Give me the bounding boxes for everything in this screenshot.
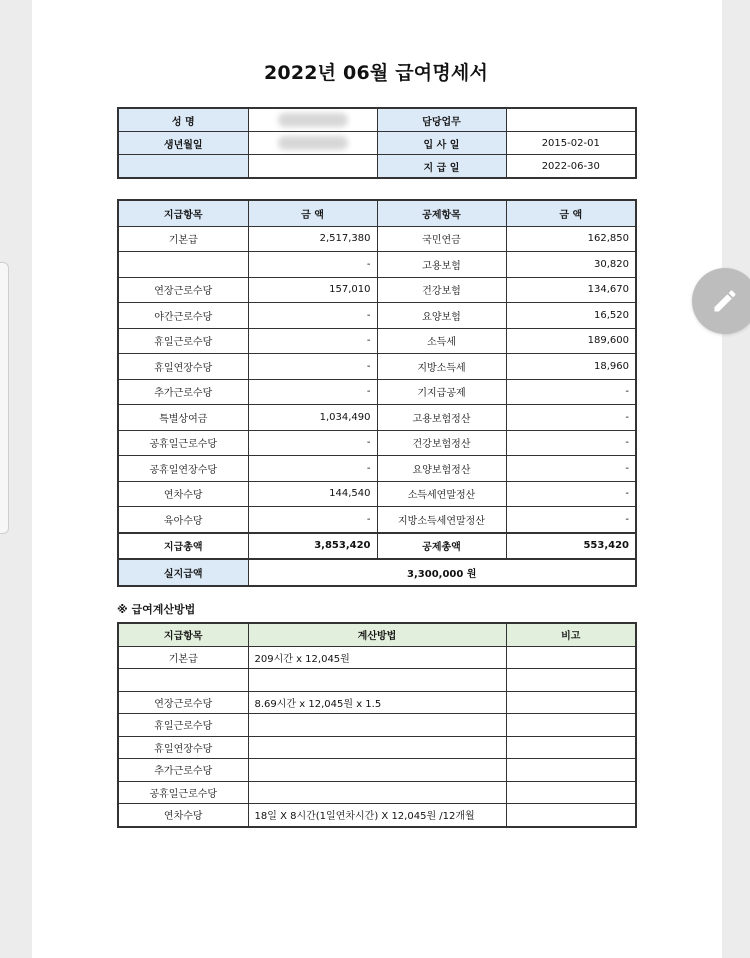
pay-item: 특별상여금 <box>118 405 248 431</box>
calc-note <box>506 804 636 827</box>
net-pay-value: 3,300,000 원 <box>248 559 636 586</box>
deduction-amount: - <box>506 481 636 507</box>
table-row <box>118 507 636 533</box>
deduction-item: 고용보험정산 <box>377 405 506 431</box>
calc-method <box>248 781 506 804</box>
pay-item: 연차수당 <box>118 481 248 507</box>
info-empty-label <box>118 155 248 179</box>
hire-date-value: 2015-02-01 <box>506 132 636 155</box>
deduction-item: 건강보험정산 <box>377 430 506 456</box>
duty-value <box>506 108 636 132</box>
deduction-item: 요양보험 <box>377 303 506 329</box>
deduction-amount: 162,850 <box>506 226 636 252</box>
deduction-amount: 134,670 <box>506 277 636 303</box>
pay-amount: 2,517,380 <box>248 226 377 252</box>
header-calc-item: 지급항목 <box>118 623 248 646</box>
birth-value-redacted <box>248 132 377 155</box>
calc-section-heading: ※ 급여계산방법 <box>117 603 196 616</box>
deduction-item: 소득세연말정산 <box>377 481 506 507</box>
calc-method: 8.69시간 x 12,045원 x 1.5 <box>248 691 506 714</box>
header-deduction-item: 공제항목 <box>377 200 506 226</box>
table-row <box>118 379 636 405</box>
calc-note <box>506 669 636 692</box>
left-panel-edge[interactable] <box>0 262 9 534</box>
pay-amount: 157,010 <box>248 277 377 303</box>
calc-note <box>506 736 636 759</box>
birth-label: 생년월일 <box>118 132 248 155</box>
calc-note <box>506 691 636 714</box>
deduction-amount: - <box>506 379 636 405</box>
deduction-item: 고용보험 <box>377 252 506 278</box>
pay-item: 연장근로수당 <box>118 277 248 303</box>
header-pay-item: 지급항목 <box>118 200 248 226</box>
deduction-amount: 30,820 <box>506 252 636 278</box>
calc-item: 휴일연장수당 <box>118 736 248 759</box>
table-row <box>118 736 636 759</box>
table-row <box>118 328 636 354</box>
table-row <box>118 354 636 380</box>
table-row <box>118 804 636 827</box>
deduction-amount: 18,960 <box>506 354 636 380</box>
calc-item: 휴일근로수당 <box>118 714 248 737</box>
deduction-item: 국민연금 <box>377 226 506 252</box>
pay-calculation-table <box>117 622 637 828</box>
table-row <box>118 646 636 669</box>
pay-amount: - <box>248 379 377 405</box>
total-pay-label: 지급총액 <box>118 533 248 560</box>
pay-item: 휴일근로수당 <box>118 328 248 354</box>
pay-item: 공휴일연장수당 <box>118 456 248 482</box>
net-pay-row <box>118 559 636 586</box>
calc-method: 18일 X 8시간(1일연차시간) X 12,045원 /12개월 <box>248 804 506 827</box>
total-deduction-label: 공제총액 <box>377 533 506 560</box>
pay-amount: - <box>248 507 377 533</box>
table-row <box>118 714 636 737</box>
pencil-icon <box>711 287 739 315</box>
calc-item: 연장근로수당 <box>118 691 248 714</box>
pay-amount: 144,540 <box>248 481 377 507</box>
pay-amount: - <box>248 252 377 278</box>
totals-row <box>118 533 636 560</box>
name-value-redacted <box>248 108 377 132</box>
table-row <box>118 277 636 303</box>
table-row <box>118 252 636 278</box>
pay-amount: - <box>248 354 377 380</box>
pay-deduction-table <box>117 199 637 587</box>
pay-item: 휴일연장수당 <box>118 354 248 380</box>
deduction-item: 요양보험정산 <box>377 456 506 482</box>
table-row <box>118 303 636 329</box>
deduction-item: 지방소득세연말정산 <box>377 507 506 533</box>
pay-item: 육아수당 <box>118 507 248 533</box>
name-label: 성 명 <box>118 108 248 132</box>
page-title: 2022년 06월 급여명세서 <box>263 62 489 84</box>
calc-note <box>506 714 636 737</box>
pay-item: 공휴일근로수당 <box>118 430 248 456</box>
deduction-amount: - <box>506 507 636 533</box>
pay-date-value: 2022-06-30 <box>506 155 636 179</box>
edit-button[interactable] <box>692 268 750 334</box>
net-pay-label: 실지급액 <box>118 559 248 586</box>
deduction-item: 건강보험 <box>377 277 506 303</box>
header-calc-method: 계산방법 <box>248 623 506 646</box>
table-row <box>118 456 636 482</box>
employee-info-table <box>117 107 637 179</box>
total-pay-value: 3,853,420 <box>248 533 377 560</box>
pay-amount: - <box>248 328 377 354</box>
deduction-amount: - <box>506 456 636 482</box>
total-deduction-value: 553,420 <box>506 533 636 560</box>
table-row <box>118 669 636 692</box>
header-pay-amount: 금 액 <box>248 200 377 226</box>
pay-amount: - <box>248 456 377 482</box>
calc-item: 공휴일근로수당 <box>118 781 248 804</box>
deduction-item: 지방소득세 <box>377 354 506 380</box>
table-row <box>118 481 636 507</box>
calc-item: 연차수당 <box>118 804 248 827</box>
table-row <box>118 691 636 714</box>
deduction-amount: - <box>506 405 636 431</box>
calc-item: 기본급 <box>118 646 248 669</box>
header-deduction-amount: 금 액 <box>506 200 636 226</box>
deduction-amount: 16,520 <box>506 303 636 329</box>
calc-method <box>248 759 506 782</box>
pay-amount: - <box>248 303 377 329</box>
pay-amount: - <box>248 430 377 456</box>
header-calc-note: 비고 <box>506 623 636 646</box>
pay-date-label: 지 급 일 <box>377 155 506 179</box>
calc-method <box>248 736 506 759</box>
calc-item <box>118 669 248 692</box>
calc-note <box>506 759 636 782</box>
pay-item <box>118 252 248 278</box>
calc-method: 209시간 x 12,045원 <box>248 646 506 669</box>
calc-method <box>248 669 506 692</box>
calc-note <box>506 781 636 804</box>
calc-method <box>248 714 506 737</box>
hire-date-label: 입 사 일 <box>377 132 506 155</box>
deduction-amount: 189,600 <box>506 328 636 354</box>
info-empty-value <box>248 155 377 179</box>
deduction-item: 소득세 <box>377 328 506 354</box>
table-row <box>118 759 636 782</box>
pay-item: 야간근로수당 <box>118 303 248 329</box>
pay-item: 기본급 <box>118 226 248 252</box>
table-row <box>118 405 636 431</box>
table-row <box>118 226 636 252</box>
pay-item: 추가근로수당 <box>118 379 248 405</box>
table-row <box>118 430 636 456</box>
deduction-amount: - <box>506 430 636 456</box>
deduction-item: 기지급공제 <box>377 379 506 405</box>
duty-label: 담당업무 <box>377 108 506 132</box>
pay-amount: 1,034,490 <box>248 405 377 431</box>
table-row <box>118 781 636 804</box>
calc-note <box>506 646 636 669</box>
calc-item: 추가근로수당 <box>118 759 248 782</box>
